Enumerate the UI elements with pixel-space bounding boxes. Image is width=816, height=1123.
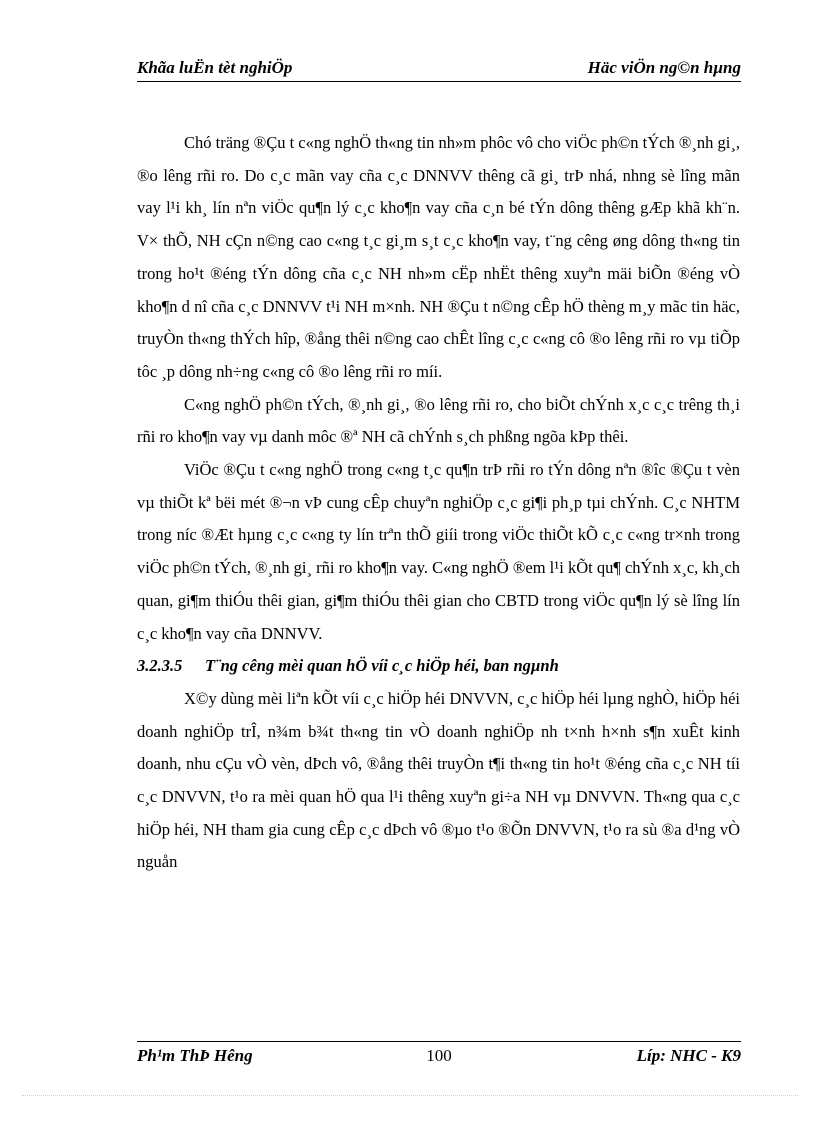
paragraph-risk-analysis-technology: C«ng nghÖ ph©n tÝch, ®¸nh gi¸, ®o lêng rñi ro, cho biÕt chÝnh x¸c c¸c trêng th¸i rñi ro kho¶n vay vµ danh môc ®ª NH cã chÝnh s¸ch phßng ngõa kÞp thêi. — [137, 394, 740, 447]
paragraph-technology-vendors: ViÖc ®Çu t c«ng nghÖ trong c«ng t¸c qu¶n trÞ rñi ro tÝn dông nªn ®îc ®Çu t vèn vµ thiÕt kª bëi mét ®¬n vÞ cung cÊp chuyªn nghiÖp c¸c gi¶i ph¸p tµi chÝnh. C¸c NHTM trong níc ®Æt hµng c¸c c«ng ty lín trªn thÕ giíi trong viÖc thiÕt kÕ c¸c c«ng tr×nh trong viÖc ph©n tÝch, ®¸nh gi¸ rñi ro kho¶n vay. C«ng nghÖ ®em l¹i kÕt qu¶ chÝnh x¸c, kh¸ch quan, gi¶m thiÓu thêi gian, gi¶m thiÓu thêi gian cho CBTD trong viÖc qu¶n lý sè lîng lín c¸c kho¶n vay cña DNNVV. — [137, 460, 740, 643]
section-number: 3.2.3.5 — [137, 656, 183, 676]
footer-class: Líp: NHC - K9 — [636, 1046, 741, 1065]
paragraph-associations: X©y dùng mèi liªn kÕt víi c¸c hiÖp héi DNVVN, c¸c hiÖp héi lµng nghÒ, hiÖp héi doanh nghiÖp trÎ, n¾m b¾t th«ng tin vÒ doanh nghiÖp nh t×nh h×nh s¶n xuÊt kinh doanh, nhu cÇu vÒ vèn, dÞch vô, ®ång thêi truyÒn t¶i th«ng tin ho¹t ®éng cña c¸c NH tíi c¸c DNVVN, t¹o ra mèi quan hÖ qua l¹i thêng xuyªn gi÷a NH vµ DNVVN. Th«ng qua c¸c hiÖp héi, NH tham gia cung cÊp c¸c dÞch vô ®µo t¹o ®Õn DNVVN, t¹o ra sù ®a d¹ng vÒ nguån — [137, 688, 740, 872]
section-title: T¨ng cêng mèi quan hÖ víi c¸c hiÖp héi, ban ngµnh — [205, 656, 559, 676]
page-edge-divider — [22, 1095, 798, 1096]
footer-rule — [137, 1041, 741, 1042]
footer-author: Ph¹m ThÞ Hêng — [137, 1046, 253, 1065]
page-footer — [137, 1044, 741, 1070]
header-thesis-title: Khãa luËn tèt nghiÖp — [137, 58, 293, 77]
section-heading — [137, 650, 740, 683]
page-header — [137, 56, 741, 82]
header-rule — [137, 81, 741, 82]
header-institution: Häc viÖn ng©n hµng — [587, 58, 741, 77]
page-number: 100 — [426, 1046, 452, 1065]
document-body — [137, 127, 740, 879]
paragraph-technology-investment: Chó träng ®Çu t c«ng nghÖ th«ng tin nh»m phôc vô cho viÖc ph©n tÝch ®¸nh gi¸, ®o lêng rñi ro. Do c¸c mãn vay cña c¸c DNNVV thêng cã gi¸ trÞ nhá, nhng sè lîng mãn vay l¹i kh¸ lín nªn viÖc qu¶n lý c¸c kho¶n vay cña c¸n bé tÝn dông thêng gÆp khã kh¨n. V× thÕ, NH cÇn n©ng cao c«ng t¸c gi¸m s¸t c¸c kho¶n vay, t¨ng cêng øng dông th«ng tin trong ho¹t ®éng tÝn dông cña c¸c NH nh»m cËp nhËt thêng xuyªn mäi biÕn ®éng vÒ kho¶n d nî cña c¸c DNNVV t¹i NH m×nh. NH ®Çu t n©ng cÊp hÖ thèng m¸y mãc tin häc, truyÒn th«ng thÝch hîp, ®ång thêi n©ng cao chÊt lîng c¸c c«ng cô ®o lêng rñi ro vµ tiÕp tôc ¸p dông nh÷ng c«ng cô ®o lêng rñi ro míi. — [137, 133, 740, 381]
